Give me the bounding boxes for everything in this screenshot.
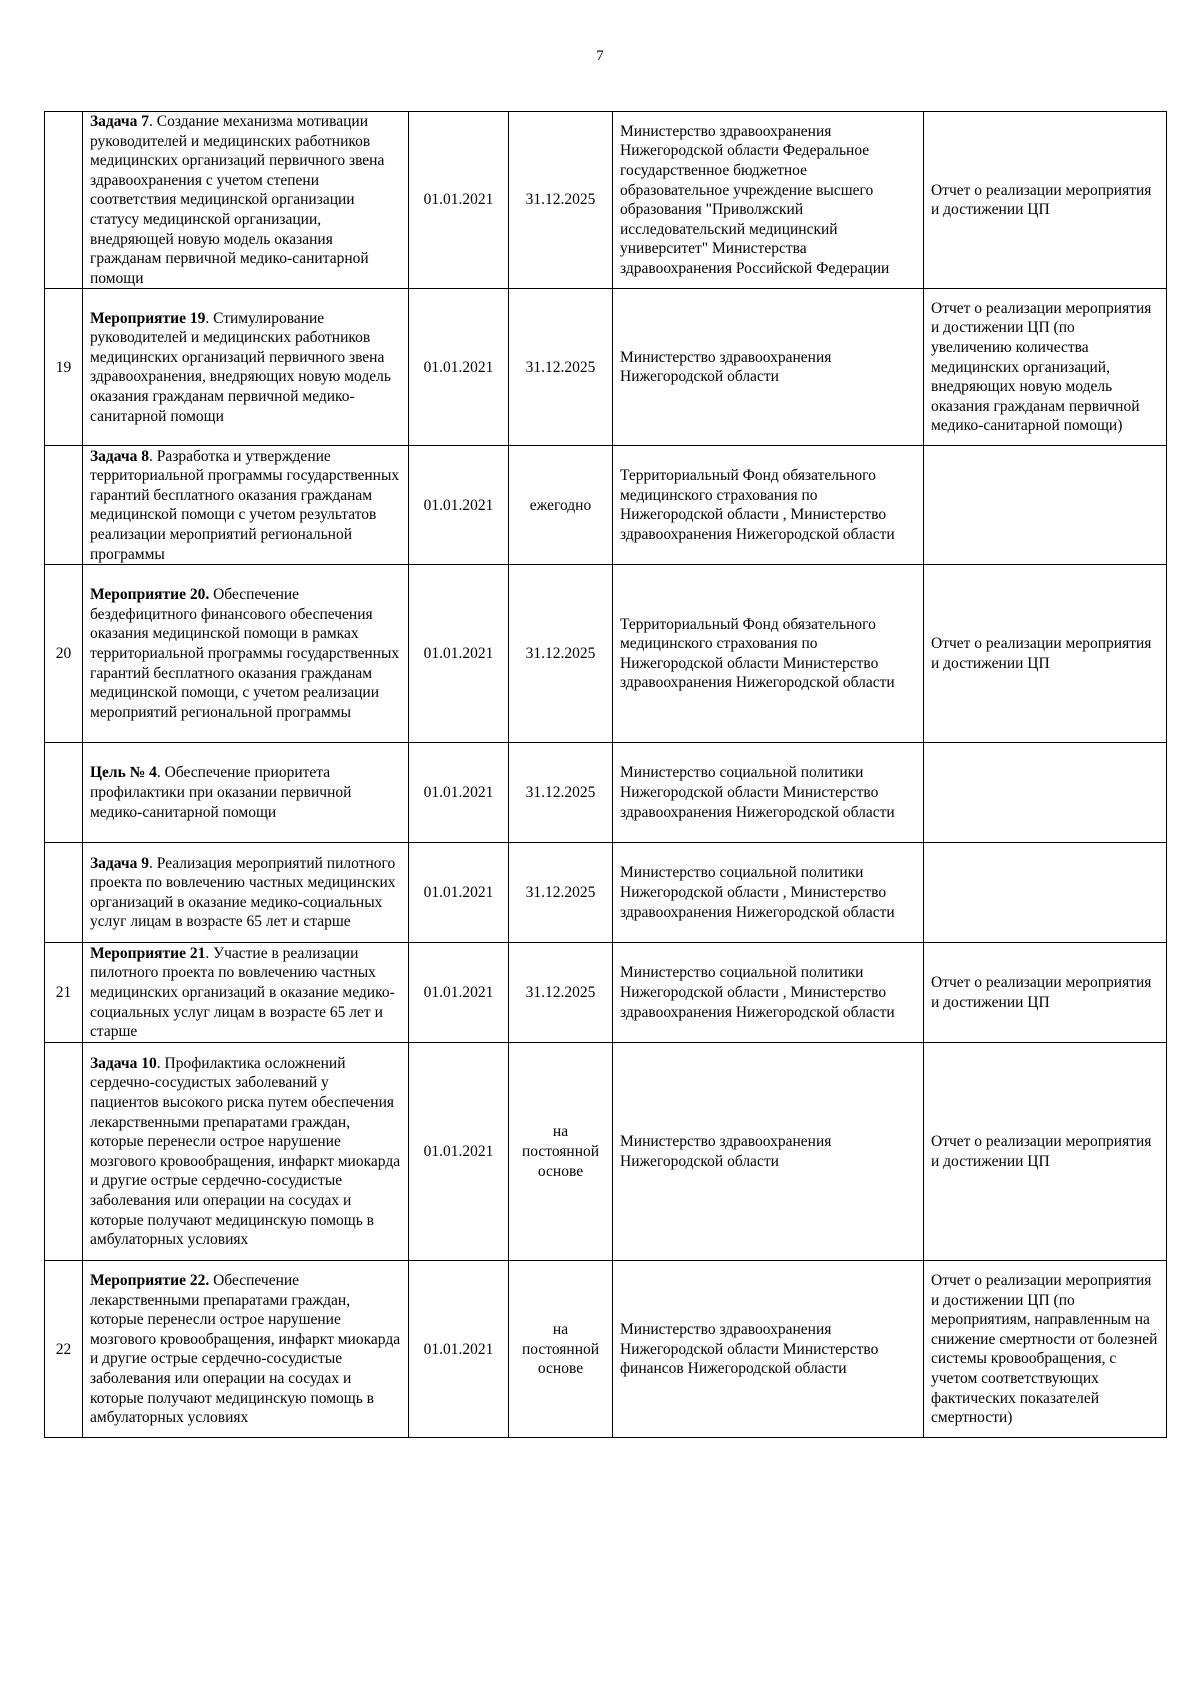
row-number	[45, 1043, 83, 1261]
table-row	[45, 943, 1167, 1043]
table-row	[45, 843, 1167, 943]
row-number	[45, 112, 83, 289]
row-number	[45, 446, 83, 565]
end-date: 31.12.2025	[509, 112, 613, 289]
table-row	[45, 1043, 1167, 1261]
row-number: 22	[45, 1261, 83, 1438]
end-date: на постоянной основе	[509, 1261, 613, 1438]
responsible: Министерство социальной политики Нижегородской области Министерство здравоохранения Нижегородской области	[613, 743, 924, 843]
row-number	[45, 743, 83, 843]
responsible: Министерство социальной политики Нижегородской области , Министерство здравоохранения Нижегородской области	[613, 843, 924, 943]
table-row	[45, 289, 1167, 446]
start-date: 01.01.2021	[409, 1261, 509, 1438]
result	[924, 743, 1167, 843]
responsible: Министерство здравоохранения Нижегородской области Министерство финансов Нижегородской области	[613, 1261, 924, 1438]
item-text: . Разработка и утверждение территориальной программы государственных гарантий бесплатного оказания гражданам медицинской помощи с учетом результатов реализации мероприятий региональной программы	[90, 447, 400, 563]
table-row	[45, 112, 1167, 289]
item-text: Обеспечение лекарственными препаратами граждан, которые перенесли острое нарушение мозгового кровообращения, инфаркт миокарда и другие острые сердечно-сосудистые заболевания или операции на сосудах и которые получают медицинскую помощь в амбулаторных условиях	[90, 1271, 401, 1427]
end-date: 31.12.2025	[509, 565, 613, 743]
start-date: 01.01.2021	[409, 1043, 509, 1261]
row-number: 20	[45, 565, 83, 743]
item-text: . Профилактика осложнений сердечно-сосудистых заболеваний у пациентов высокого риска путем обеспечения лекарственными препаратами граждан, которые перенесли острое нарушение мозгового кровообращения, инфаркт миокарда и другие острые сердечно-сосудистые заболевания или операции на сосудах и которые получают медицинскую помощь в амбулаторных условиях	[90, 1054, 401, 1249]
result	[924, 843, 1167, 943]
item-text: Обеспечение бездефицитного финансового обеспечения оказания медицинской помощи в рамках территориальной программы государственных гарантий бесплатного оказания гражданам медицинской помощи, с учетом реализации мероприятий региональной программы	[90, 586, 400, 721]
start-date: 01.01.2021	[409, 112, 509, 289]
item-name	[83, 565, 409, 743]
table-row	[45, 743, 1167, 843]
result: Отчет о реализации мероприятия и достижении ЦП	[924, 112, 1167, 289]
responsible: Территориальный Фонд обязательного медицинского страхования по Нижегородской области Министерство здравоохранения Нижегородской области	[613, 565, 924, 743]
row-number: 19	[45, 289, 83, 446]
end-date: на постоянной основе	[509, 1043, 613, 1261]
result: Отчет о реализации мероприятия и достижении ЦП	[924, 1043, 1167, 1261]
table-row	[45, 565, 1167, 743]
item-label: Мероприятие 22.	[90, 1271, 210, 1289]
result: Отчет о реализации мероприятия и достижении ЦП (по увеличению количества медицинских организаций, внедряющих новую модель оказания гражданам первичной медико-санитарной помощи)	[924, 289, 1167, 446]
item-label: Задача 7	[90, 113, 150, 130]
start-date: 01.01.2021	[409, 943, 509, 1043]
start-date: 01.01.2021	[409, 843, 509, 943]
table-row	[45, 1261, 1167, 1438]
item-name	[83, 743, 409, 843]
item-text: . Реализация мероприятий пилотного проекта по вовлечению частных медицинских организаций в оказание медико-социальных услуг лицам в возрасте 65 лет и старше	[90, 854, 396, 931]
item-name	[83, 289, 409, 446]
item-text: . Стимулирование руководителей и медицинских работников медицинских организаций первичного звена здравоохранения, внедряющих новую модель оказания гражданам первичной медико-санитарной помощи	[90, 309, 391, 425]
result: Отчет о реализации мероприятия и достижении ЦП	[924, 943, 1167, 1043]
item-label: Мероприятие 21	[90, 944, 206, 962]
row-number	[45, 843, 83, 943]
start-date: 01.01.2021	[409, 289, 509, 446]
row-number: 21	[45, 943, 83, 1043]
item-name	[83, 843, 409, 943]
responsible: Министерство здравоохранения Нижегородской области	[613, 1043, 924, 1261]
item-label: Цель № 4	[90, 764, 157, 782]
result: Отчет о реализации мероприятия и достижении ЦП	[924, 565, 1167, 743]
item-name	[83, 446, 409, 565]
responsible: Министерство здравоохранения Нижегородской области	[613, 289, 924, 446]
page-number: 7	[596, 48, 604, 64]
item-text: . Создание механизма мотивации руководителей и медицинских работников медицинских организаций первичного звена здравоохранения с учетом степени соответствия медицинской организации статусу медицинской организации, внедряющей новую модель оказания гражданам первичной медико-санитарной помощи	[90, 113, 385, 287]
item-name	[83, 1043, 409, 1261]
end-date: 31.12.2025	[509, 289, 613, 446]
item-label: Задача 9	[90, 854, 150, 872]
table-row	[45, 446, 1167, 565]
responsible: Министерство социальной политики Нижегородской области , Министерство здравоохранения Нижегородской области	[613, 943, 924, 1043]
item-name	[83, 943, 409, 1043]
end-date: ежегодно	[509, 446, 613, 565]
item-label: Мероприятие 19	[90, 309, 206, 327]
result: Отчет о реализации мероприятия и достижении ЦП (по мероприятиям, направленным на снижение смертности от болезней системы кровообращения, с учетом соответствующих фактических показателей смертности)	[924, 1261, 1167, 1438]
item-label: Мероприятие 20.	[90, 586, 210, 604]
end-date: 31.12.2025	[509, 943, 613, 1043]
start-date: 01.01.2021	[409, 446, 509, 565]
start-date: 01.01.2021	[409, 743, 509, 843]
item-label: Задача 8	[90, 447, 150, 465]
end-date: 31.12.2025	[509, 843, 613, 943]
item-text: . Участие в реализации пилотного проекта по вовлечению частных медицинских организаций в оказание медико-социальных услуг лицам в возрасте 65 лет и старше	[90, 944, 395, 1041]
start-date: 01.01.2021	[409, 565, 509, 743]
item-label: Задача 10	[90, 1054, 157, 1072]
end-date: 31.12.2025	[509, 743, 613, 843]
item-name	[83, 112, 409, 289]
result	[924, 446, 1167, 565]
item-text: . Обеспечение приоритета профилактики при оказании первичной медико-санитарной помощи	[90, 764, 352, 821]
measures-table	[44, 111, 1167, 1438]
responsible: Министерство здравоохранения Нижегородской области Федеральное государственное бюджетное образовательное учреждение высшего образования "Приволжский исследовательский медицинский университет" Министерства здравоохранения Российской Федерации	[613, 112, 924, 289]
item-name	[83, 1261, 409, 1438]
responsible: Территориальный Фонд обязательного медицинского страхования по Нижегородской области , Министерство здравоохранения Нижегородской области	[613, 446, 924, 565]
